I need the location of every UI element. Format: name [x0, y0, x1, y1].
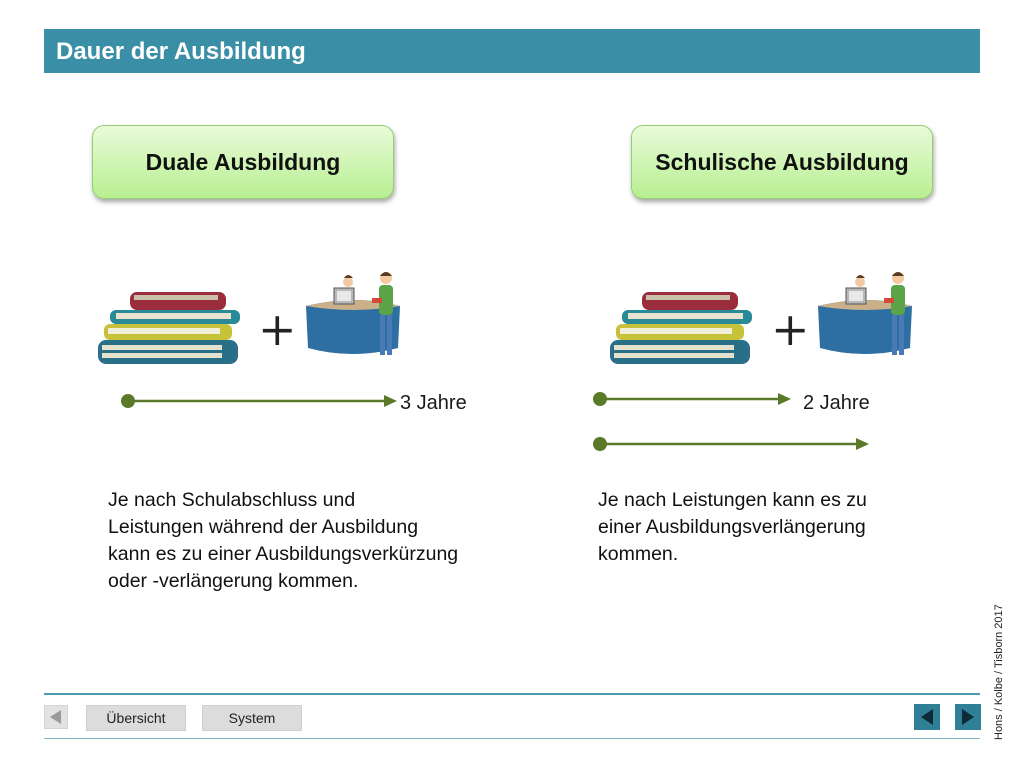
books-icon — [98, 288, 248, 368]
plus-sign: + — [771, 302, 810, 356]
footer-divider-bottom — [44, 738, 980, 739]
text-schulisch — [598, 487, 867, 568]
duration-label-duale: 3 Jahre — [400, 392, 467, 414]
books-icon — [610, 288, 760, 368]
text-line: Je nach Schulabschluss und — [108, 489, 356, 511]
text-line: kann es zu einer Ausbildungsverkürzung — [108, 543, 459, 565]
text-line: oder -verlängerung kommen. — [108, 570, 359, 592]
timeline-schulisch — [593, 392, 791, 406]
overview-button[interactable]: Übersicht — [86, 705, 186, 731]
heading-schulische-ausbildung: Schulische Ausbildung — [631, 125, 933, 199]
office-desk-icon — [300, 268, 410, 363]
nav-left-icon[interactable] — [914, 704, 940, 730]
footer-divider-top — [44, 693, 980, 695]
duration-label-schulisch: 2 Jahre — [803, 392, 870, 414]
page-title: Dauer der Ausbildung — [56, 38, 306, 65]
text-line: kommen. — [598, 543, 679, 565]
text-duale — [108, 487, 458, 595]
text-line: einer Ausbildungsverlängerung — [598, 516, 866, 538]
office-desk-icon — [812, 268, 922, 363]
system-button[interactable]: System — [202, 705, 302, 731]
text-line: Leistungen während der Ausbildung — [108, 516, 419, 538]
text-line: Je nach Leistungen kann es zu — [598, 489, 867, 511]
title-bar — [44, 29, 980, 73]
credits: Hons / Kolbe / Tisborn 2017 — [993, 604, 1005, 740]
nav-right-icon[interactable] — [955, 704, 981, 730]
plus-sign: + — [258, 302, 297, 356]
disabled-back-icon[interactable] — [44, 705, 68, 729]
heading-duale-ausbildung: Duale Ausbildung — [92, 125, 394, 199]
timeline-verlaengerung — [593, 437, 869, 451]
timeline-duale — [121, 394, 397, 408]
